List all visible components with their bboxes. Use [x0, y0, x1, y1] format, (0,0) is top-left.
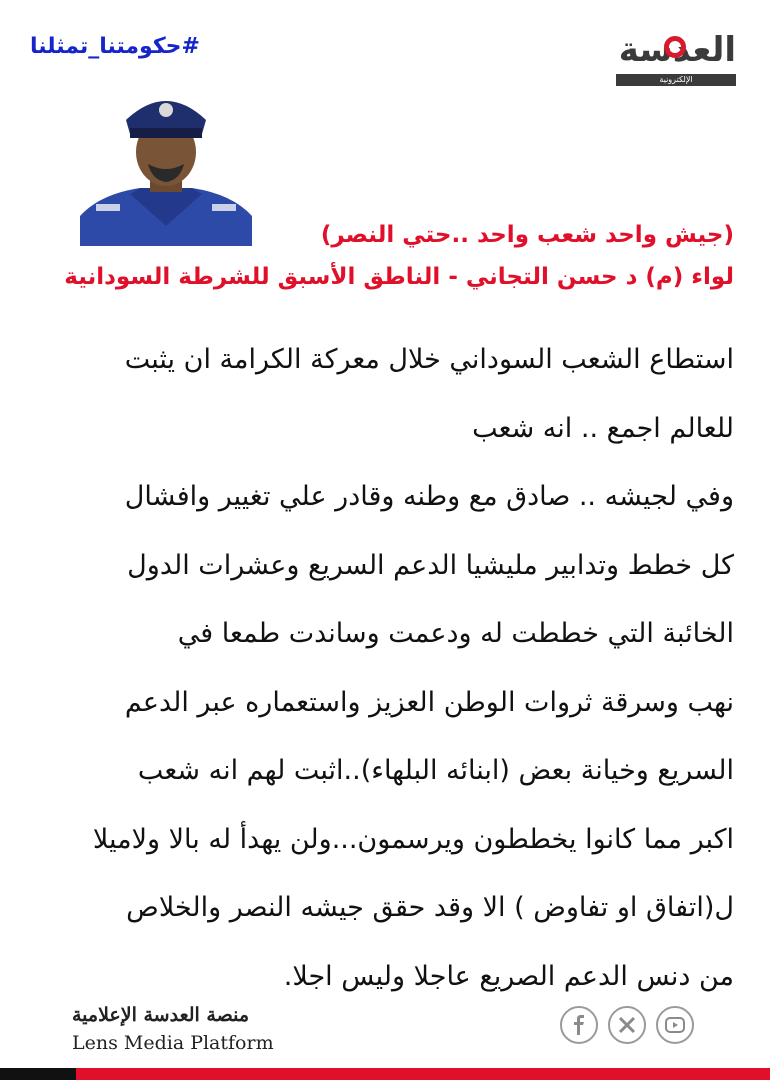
body-line: استطاع الشعب السوداني خلال معركة الكرامة ان يثبت: [124, 344, 734, 375]
body-line: السريع وخيانة بعض (ابنائه البلهاء)..اثبت لهم انه شعب: [137, 755, 734, 786]
body-line: ل(اتفاق او تفاوض ) الا وقد حقق جيشه النصر والخلاص: [126, 892, 734, 923]
platform-name-arabic: منصة العدسة الإعلامية: [72, 1004, 250, 1026]
body-line: كل خطط وتدابير مليشيا الدعم السريع وعشرات الدول: [127, 549, 734, 581]
platform-name-english: Lens Media Platform: [72, 1032, 274, 1054]
lens-icon: [664, 36, 686, 58]
body-line: من دنس الدعم الصريع عاجلا وليس اجلا.: [283, 960, 734, 992]
facebook-icon[interactable]: [560, 1006, 598, 1044]
body-line: وفي لجيشه .. صادق مع وطنه وقادر علي تغيير وافشال: [124, 481, 734, 512]
logo-subtitle: الإلكترونية: [616, 74, 736, 86]
youtube-icon[interactable]: [656, 1006, 694, 1044]
bottom-dark-bar: [0, 1068, 76, 1080]
logo-text: العدسة: [618, 30, 736, 70]
body-line: للعالم اجمع .. انه شعب: [472, 412, 734, 444]
headline-slogan: (جيش واحد شعب واحد ..حتي النصر): [320, 222, 734, 248]
body-line: نهب وسرقة ثروات الوطن العزيز واستعماره عبر الدعم: [124, 686, 734, 718]
officer-portrait-icon: [80, 76, 252, 246]
social-links: [560, 1006, 694, 1044]
article-body: [44, 326, 734, 1011]
body-line: الخائبة التي خططت له ودعمت وساندت طمعا في: [177, 618, 734, 649]
hashtag: #حكومتنا_تمثلنا: [30, 34, 200, 59]
author-photo: [80, 76, 252, 246]
brand-logo: [606, 26, 736, 90]
body-line: اكبر مما كانوا يخططون ويرسمون...ولن يهدأ له بالا ولاميلا: [92, 823, 734, 855]
headline-author: لواء (م) د حسن التجاني - الناطق الأسبق للشرطة السودانية: [64, 264, 734, 290]
x-icon[interactable]: [608, 1006, 646, 1044]
bottom-accent-bar: [0, 1068, 770, 1080]
